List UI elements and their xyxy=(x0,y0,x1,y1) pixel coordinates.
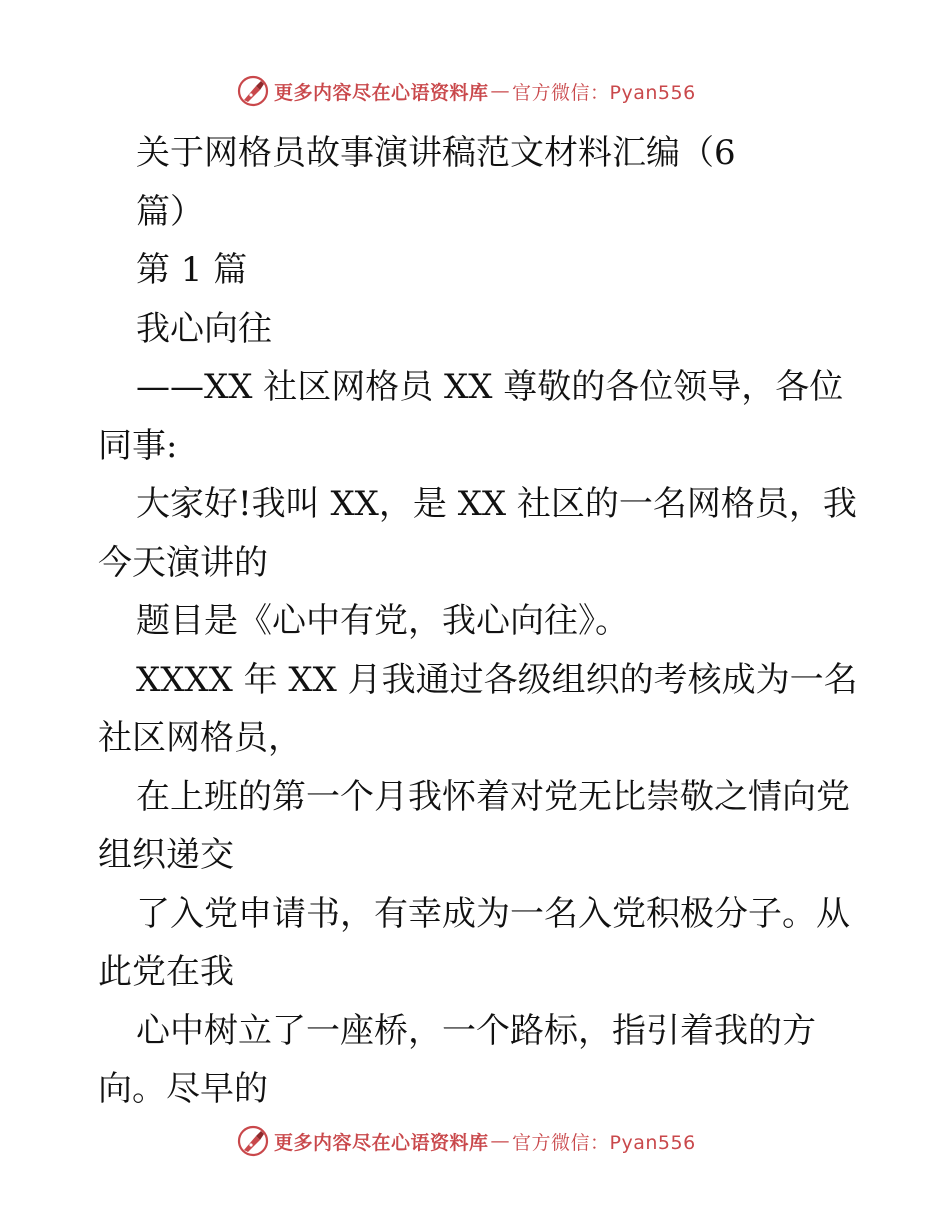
text-line: 心中树立了一座桥，一个路标，指引着我的方 xyxy=(136,1010,816,1051)
pen-nib-logo-icon xyxy=(236,1124,270,1158)
watermark-separator: — xyxy=(490,1130,511,1152)
text-line: 同事: xyxy=(98,425,178,466)
text-line: 大家好!我叫 XX，是 XX 社区的一名网格员，我 xyxy=(136,484,857,524)
text-line: 在上班的第一个月我怀着对党无比崇敬之情向党 xyxy=(136,776,850,817)
text-line: 我心向往 xyxy=(136,308,272,349)
watermark-contact: 官方微信：Pyan556 xyxy=(512,1131,696,1154)
text-line: XXXX 年 XX 月我通过各级组织的考核成为一名 xyxy=(136,659,858,700)
text-line: 今天演讲的 xyxy=(98,542,268,583)
text-line: 篇） xyxy=(136,191,204,232)
watermark-contact: 官方微信：Pyan556 xyxy=(512,81,696,104)
footer-watermark xyxy=(236,1124,696,1158)
text-line: 了入党申请书，有幸成为一名入党积极分子。从 xyxy=(136,893,850,934)
text-line: ——XX 社区网格员 XX 尊敬的各位领导，各位 xyxy=(136,367,844,407)
watermark-text: 更多内容尽在心语资料库 xyxy=(274,81,489,104)
text-line: 此党在我 xyxy=(98,952,234,992)
text-line: 第 1 篇 xyxy=(136,250,248,290)
header-watermark xyxy=(236,74,696,108)
text-line: 向。尽早的 xyxy=(98,1069,268,1109)
text-line: 社区网格员， xyxy=(98,718,302,758)
text-line: 关于网格员故事演讲稿范文材料汇编（6 xyxy=(136,133,736,173)
watermark-separator: — xyxy=(490,80,511,102)
pen-nib-logo-icon xyxy=(236,74,270,108)
text-line: 题目是《心中有党，我心向往》。 xyxy=(136,601,629,641)
watermark-text: 更多内容尽在心语资料库 xyxy=(274,1131,489,1154)
text-line: 组织递交 xyxy=(98,835,234,875)
text-block xyxy=(98,124,858,1119)
document-body xyxy=(98,124,858,1119)
